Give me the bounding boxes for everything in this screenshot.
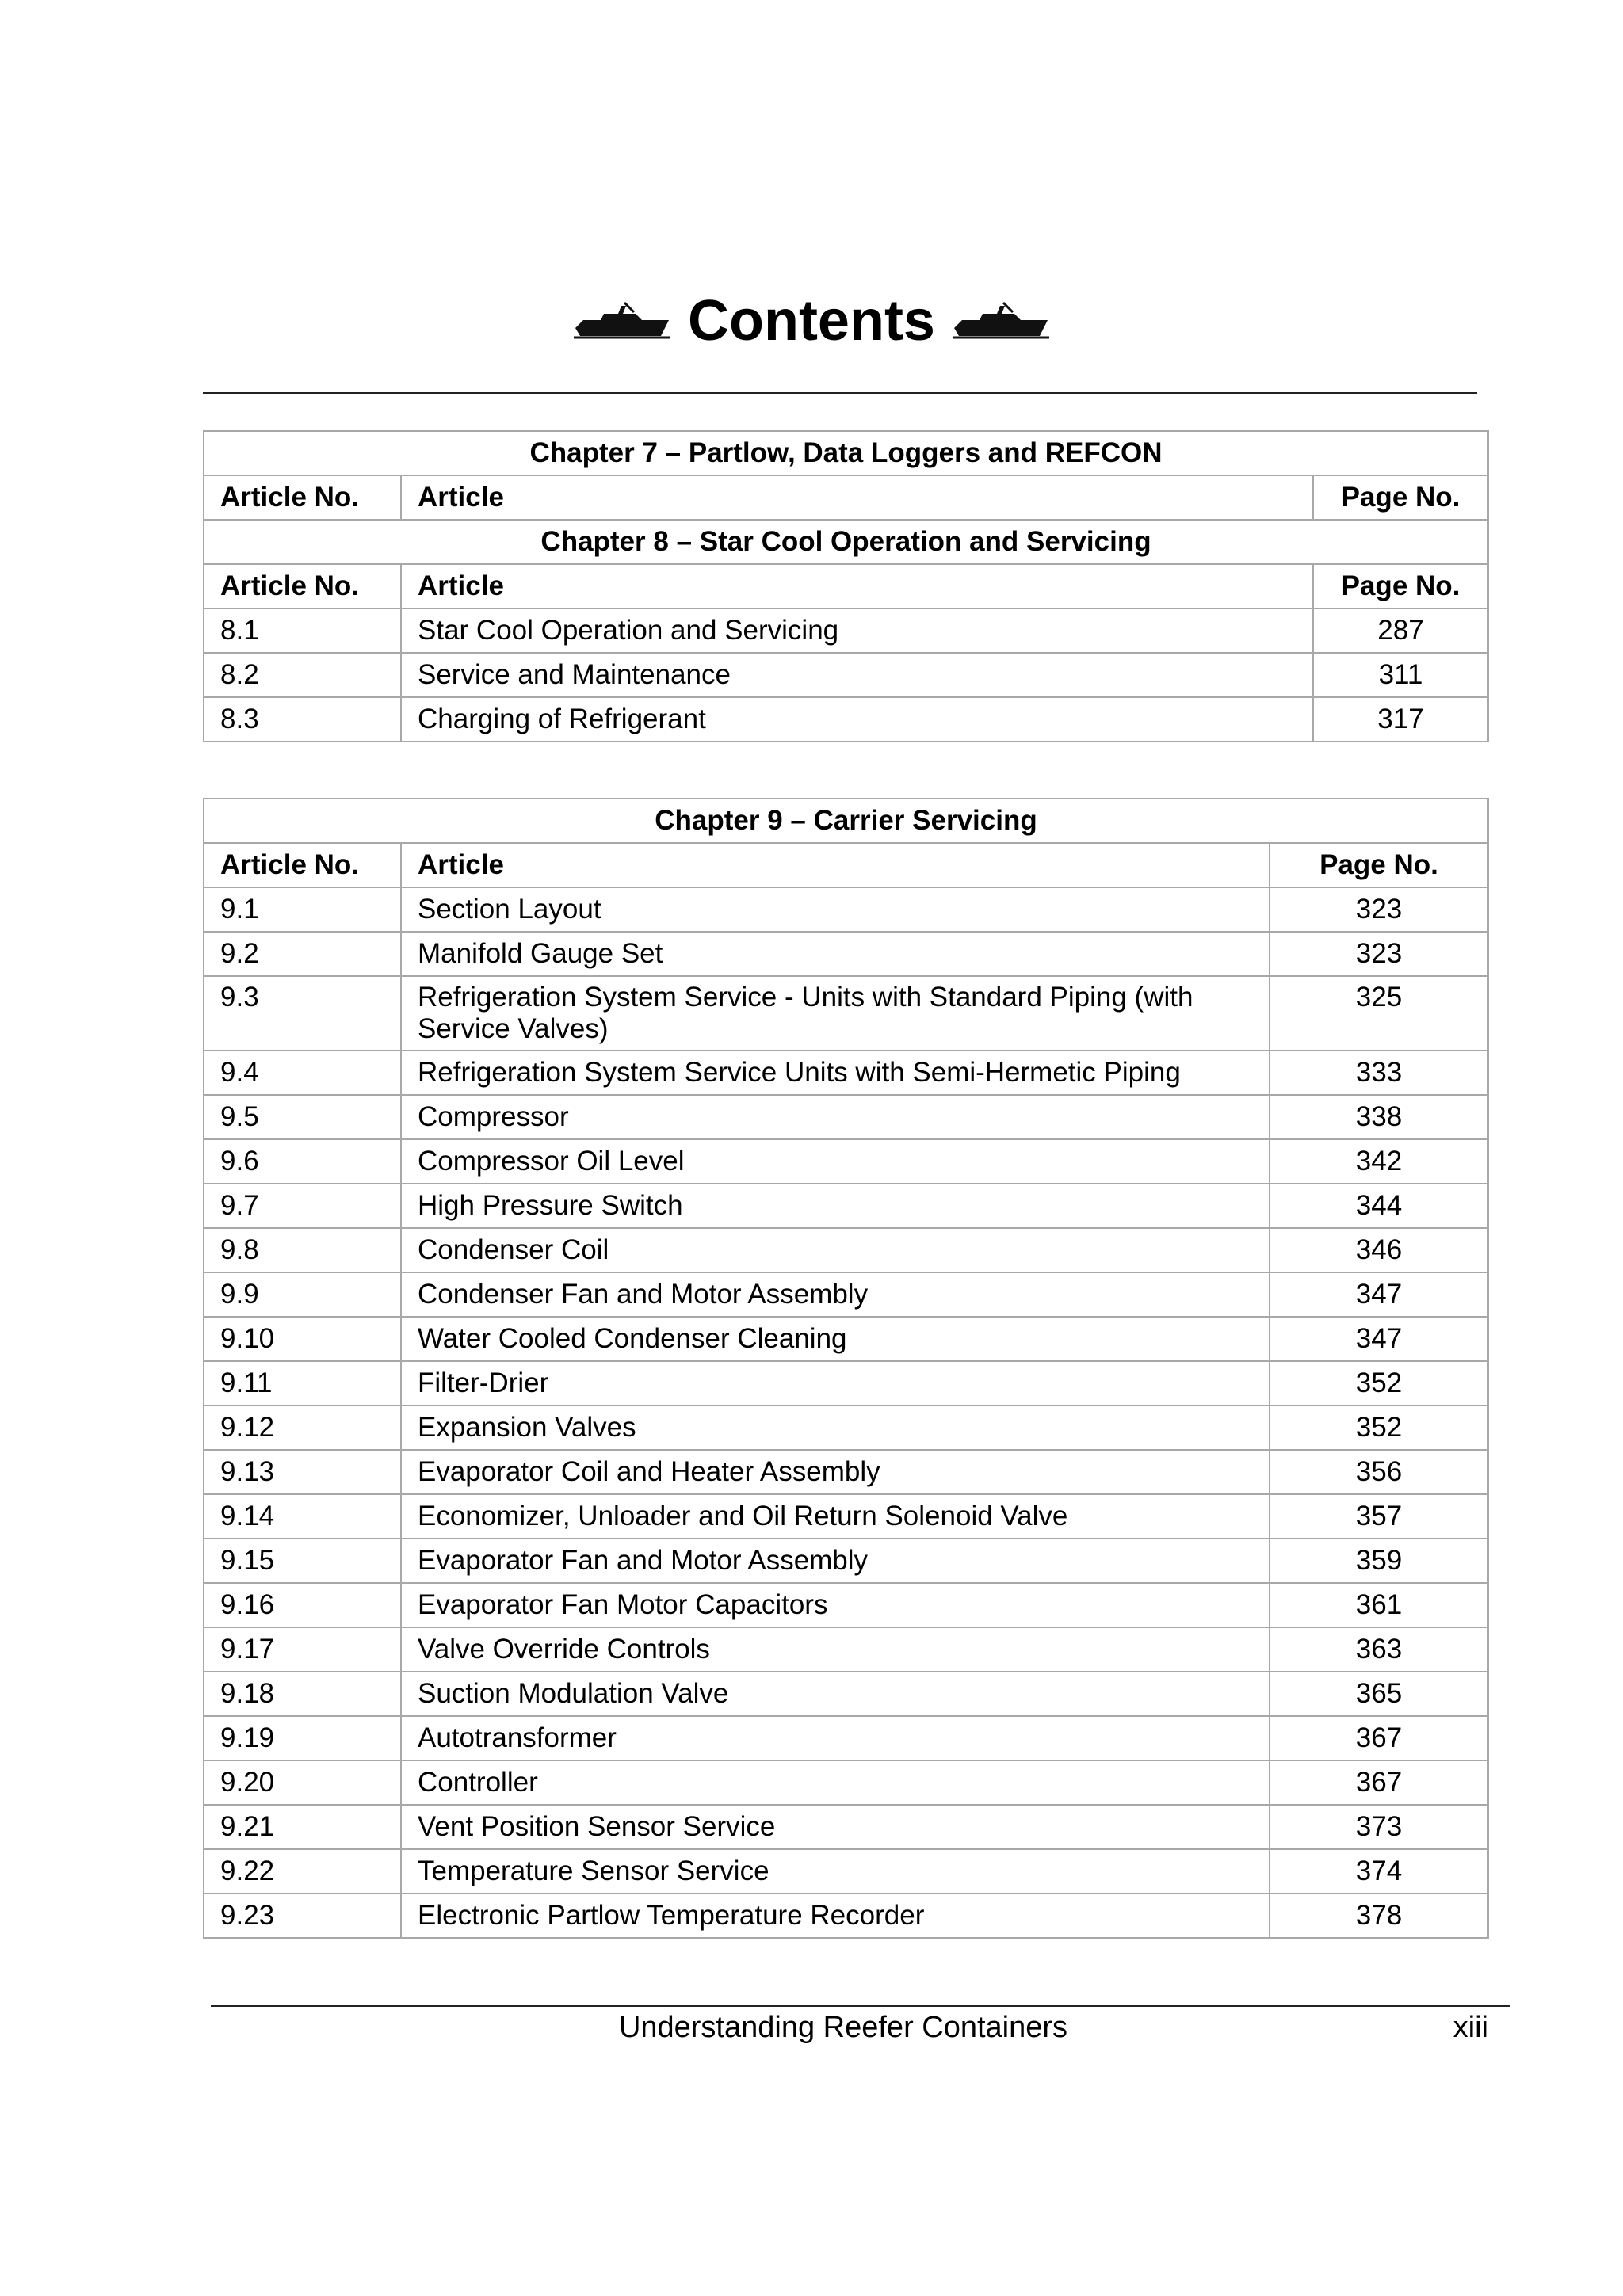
table-row bbox=[204, 1095, 1488, 1139]
chapter-heading: Chapter 9 – Carrier Servicing bbox=[204, 799, 1488, 843]
header-article-no: Article No. bbox=[204, 475, 401, 520]
article-title-cell: Service and Maintenance bbox=[401, 653, 1313, 697]
page-number-cell: 365 bbox=[1270, 1672, 1488, 1716]
article-title-cell: Condenser Coil bbox=[401, 1228, 1270, 1272]
chapter-row bbox=[204, 520, 1488, 564]
table-row bbox=[204, 976, 1488, 1051]
page-title: Contents bbox=[688, 289, 935, 353]
table-row bbox=[204, 1805, 1488, 1849]
article-title-cell: Star Cool Operation and Servicing bbox=[401, 608, 1313, 653]
table-row bbox=[204, 1627, 1488, 1672]
page-number-cell: 363 bbox=[1270, 1627, 1488, 1672]
article-number-cell: 9.2 bbox=[204, 932, 401, 976]
contents-table-chapters-7-8 bbox=[203, 430, 1489, 742]
article-title-cell: Valve Override Controls bbox=[401, 1627, 1270, 1672]
table-row bbox=[204, 653, 1488, 697]
article-number-cell: 9.21 bbox=[204, 1805, 401, 1849]
header-article-no: Article No. bbox=[204, 564, 401, 608]
chapter-row bbox=[204, 431, 1488, 475]
article-title-cell: Vent Position Sensor Service bbox=[401, 1805, 1270, 1849]
page-number-cell: 287 bbox=[1313, 608, 1488, 653]
footer-book-title: Understanding Reefer Containers bbox=[618, 2011, 1068, 2044]
article-number-cell: 8.3 bbox=[204, 697, 401, 742]
header-page-no: Page No. bbox=[1313, 475, 1488, 520]
article-title-cell: Evaporator Fan and Motor Assembly bbox=[401, 1539, 1270, 1583]
page-number-cell: 374 bbox=[1270, 1849, 1488, 1894]
table-row bbox=[204, 1405, 1488, 1450]
page-number-cell: 344 bbox=[1270, 1184, 1488, 1228]
page-number-cell: 359 bbox=[1270, 1539, 1488, 1583]
page-number-cell: 342 bbox=[1270, 1139, 1488, 1184]
footer-divider bbox=[211, 2005, 1510, 2007]
article-title-cell: Compressor bbox=[401, 1095, 1270, 1139]
article-number-cell: 9.1 bbox=[204, 887, 401, 932]
table-row bbox=[204, 1539, 1488, 1583]
article-number-cell: 9.8 bbox=[204, 1228, 401, 1272]
header-article: Article bbox=[401, 843, 1270, 887]
article-title-cell: Expansion Valves bbox=[401, 1405, 1270, 1450]
article-title-cell: Controller bbox=[401, 1760, 1270, 1805]
article-title-cell: High Pressure Switch bbox=[401, 1184, 1270, 1228]
page-number-cell: 357 bbox=[1270, 1494, 1488, 1539]
page-number-cell: 347 bbox=[1270, 1272, 1488, 1317]
article-title-cell: Water Cooled Condenser Cleaning bbox=[401, 1317, 1270, 1361]
table-row bbox=[204, 932, 1488, 976]
article-title-cell: Temperature Sensor Service bbox=[401, 1849, 1270, 1894]
page-number-cell: 352 bbox=[1270, 1405, 1488, 1450]
article-number-cell: 9.13 bbox=[204, 1450, 401, 1494]
article-title-cell: Manifold Gauge Set bbox=[401, 932, 1270, 976]
page-number-cell: 361 bbox=[1270, 1583, 1488, 1627]
ship-icon bbox=[953, 301, 1049, 341]
table-row bbox=[204, 1272, 1488, 1317]
chapter-heading: Chapter 8 – Star Cool Operation and Servicing bbox=[204, 520, 1488, 564]
page-number-cell: 347 bbox=[1270, 1317, 1488, 1361]
article-title-cell: Refrigeration System Service Units with Semi-Hermetic Piping bbox=[401, 1051, 1270, 1095]
header-row bbox=[204, 843, 1488, 887]
page-number-cell: 378 bbox=[1270, 1894, 1488, 1938]
header-article: Article bbox=[401, 475, 1313, 520]
table-row bbox=[204, 1051, 1488, 1095]
table-row bbox=[204, 697, 1488, 742]
article-number-cell: 9.3 bbox=[204, 976, 401, 1051]
article-title-cell: Condenser Fan and Motor Assembly bbox=[401, 1272, 1270, 1317]
article-title-cell: Autotransformer bbox=[401, 1716, 1270, 1760]
page-number-cell: 338 bbox=[1270, 1095, 1488, 1139]
page-number-cell: 367 bbox=[1270, 1716, 1488, 1760]
chapter-row bbox=[204, 799, 1488, 843]
article-number-cell: 9.22 bbox=[204, 1849, 401, 1894]
article-number-cell: 9.9 bbox=[204, 1272, 401, 1317]
table-row bbox=[204, 608, 1488, 653]
article-title-cell: Suction Modulation Valve bbox=[401, 1672, 1270, 1716]
table-row bbox=[204, 1760, 1488, 1805]
article-number-cell: 9.17 bbox=[204, 1627, 401, 1672]
header-page-no: Page No. bbox=[1270, 843, 1488, 887]
table-row bbox=[204, 1716, 1488, 1760]
article-number-cell: 9.6 bbox=[204, 1139, 401, 1184]
header-row bbox=[204, 475, 1488, 520]
header-article-no: Article No. bbox=[204, 843, 401, 887]
page-number-cell: 325 bbox=[1270, 976, 1488, 1051]
article-number-cell: 8.1 bbox=[204, 608, 401, 653]
article-number-cell: 9.23 bbox=[204, 1894, 401, 1938]
footer-page-number: xiii bbox=[1453, 2011, 1488, 2044]
table-row bbox=[204, 1849, 1488, 1894]
article-title-cell: Section Layout bbox=[401, 887, 1270, 932]
table-row bbox=[204, 1361, 1488, 1405]
page-number-cell: 356 bbox=[1270, 1450, 1488, 1494]
table-row bbox=[204, 887, 1488, 932]
page-number-cell: 323 bbox=[1270, 887, 1488, 932]
article-number-cell: 9.7 bbox=[204, 1184, 401, 1228]
article-number-cell: 9.5 bbox=[204, 1095, 401, 1139]
page-number-cell: 311 bbox=[1313, 653, 1488, 697]
table-row bbox=[204, 1139, 1488, 1184]
article-title-cell: Filter-Drier bbox=[401, 1361, 1270, 1405]
table-row bbox=[204, 1894, 1488, 1938]
article-title-cell: Economizer, Unloader and Oil Return Solenoid Valve bbox=[401, 1494, 1270, 1539]
article-number-cell: 9.10 bbox=[204, 1317, 401, 1361]
table-row bbox=[204, 1228, 1488, 1272]
article-number-cell: 9.4 bbox=[204, 1051, 401, 1095]
table-row bbox=[204, 1184, 1488, 1228]
article-number-cell: 8.2 bbox=[204, 653, 401, 697]
header-article: Article bbox=[401, 564, 1313, 608]
page-header bbox=[0, 277, 1623, 364]
article-title-cell: Evaporator Fan Motor Capacitors bbox=[401, 1583, 1270, 1627]
table-row bbox=[204, 1317, 1488, 1361]
table-row bbox=[204, 1583, 1488, 1627]
article-number-cell: 9.15 bbox=[204, 1539, 401, 1583]
table-row bbox=[204, 1450, 1488, 1494]
article-number-cell: 9.14 bbox=[204, 1494, 401, 1539]
page-number-cell: 367 bbox=[1270, 1760, 1488, 1805]
article-number-cell: 9.20 bbox=[204, 1760, 401, 1805]
article-title-cell: Electronic Partlow Temperature Recorder bbox=[401, 1894, 1270, 1938]
chapter-heading: Chapter 7 – Partlow, Data Loggers and REFCON bbox=[204, 431, 1488, 475]
article-title-cell: Compressor Oil Level bbox=[401, 1139, 1270, 1184]
page-number-cell: 333 bbox=[1270, 1051, 1488, 1095]
page-number-cell: 323 bbox=[1270, 932, 1488, 976]
page-number-cell: 346 bbox=[1270, 1228, 1488, 1272]
article-number-cell: 9.16 bbox=[204, 1583, 401, 1627]
article-title-cell: Evaporator Coil and Heater Assembly bbox=[401, 1450, 1270, 1494]
header-page-no: Page No. bbox=[1313, 564, 1488, 608]
article-title-cell: Refrigeration System Service - Units with Standard Piping (with Service Valves) bbox=[401, 976, 1270, 1051]
contents-table-chapter-9 bbox=[203, 798, 1489, 1939]
page-number-cell: 373 bbox=[1270, 1805, 1488, 1849]
article-number-cell: 9.12 bbox=[204, 1405, 401, 1450]
article-title-cell: Charging of Refrigerant bbox=[401, 697, 1313, 742]
header-divider bbox=[203, 392, 1477, 394]
table-row bbox=[204, 1672, 1488, 1716]
page-number-cell: 317 bbox=[1313, 697, 1488, 742]
page-number-cell: 352 bbox=[1270, 1361, 1488, 1405]
ship-icon bbox=[574, 301, 670, 341]
article-number-cell: 9.18 bbox=[204, 1672, 401, 1716]
header-row bbox=[204, 564, 1488, 608]
article-number-cell: 9.19 bbox=[204, 1716, 401, 1760]
table-row bbox=[204, 1494, 1488, 1539]
article-number-cell: 9.11 bbox=[204, 1361, 401, 1405]
